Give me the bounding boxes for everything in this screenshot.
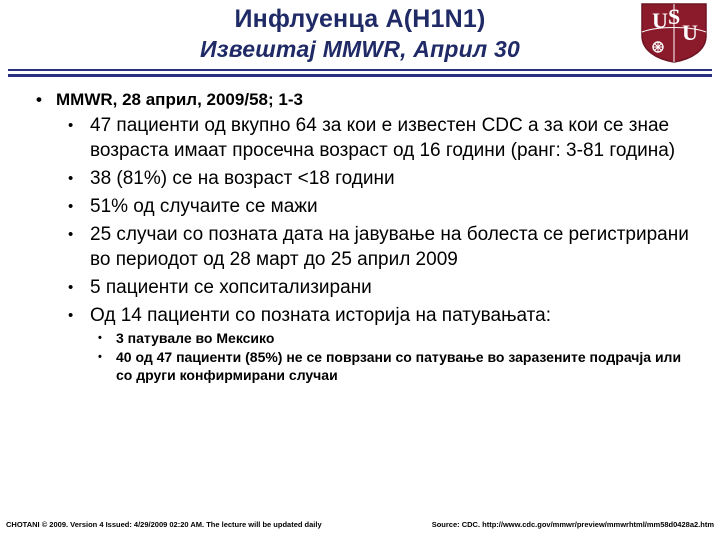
bullet-list-level3 <box>90 329 690 384</box>
list-item <box>60 222 690 272</box>
slide-header <box>0 0 720 76</box>
bullet-icon: • <box>36 90 42 109</box>
list-item-text: Од 14 пациенти со позната историја на патувањата: <box>90 305 552 326</box>
list-item-text: 38 (81%) се на возраст <18 години <box>90 168 395 189</box>
bullet-icon: • <box>68 198 74 215</box>
page-title <box>0 4 720 64</box>
list-item <box>60 275 690 300</box>
list-item-text: 51% од случаите се мажи <box>90 196 318 217</box>
list-item-text: 5 пациенти се хопситализирани <box>90 277 372 298</box>
slide-body <box>30 88 690 387</box>
list-item <box>90 329 690 347</box>
bullet-icon: • <box>68 307 74 324</box>
list-item-text: 40 од 47 пациенти (85%) не се поврзани со патување во заразените подрачја или со други конфирмирани случаи <box>116 349 682 383</box>
bullet-icon: • <box>68 170 74 187</box>
bullet-icon: • <box>68 279 74 296</box>
list-item <box>30 88 690 384</box>
header-divider-bottom <box>8 74 712 77</box>
bullet-list-level2 <box>60 113 690 384</box>
list-item-text: 3 патувале во Мексико <box>116 330 275 346</box>
bullet-icon: • <box>68 226 74 243</box>
usu-logo-icon <box>638 2 710 64</box>
list-item-text: MMWR, 28 април, 2009/58; 1-3 <box>56 90 303 109</box>
svg-text:U: U <box>652 8 668 33</box>
list-item <box>60 166 690 191</box>
footer-copyright: CHOTANI © 2009. Version 4 Issued: 4/29/2009 02:20 AM. The lecture will be updated daily <box>6 520 322 529</box>
list-item-text: 47 пациенти од вкупно 64 за кои е известен CDC а за кои се знае возраста имаат просечна возраст од 16 години (ранг: 3-81 година) <box>90 115 676 161</box>
bullet-list-level1 <box>30 88 690 384</box>
footer-source: Source: CDC. http://www.cdc.gov/mmwr/preview/mmwrhtml/mm58d0428a2.htm <box>431 520 714 529</box>
list-item <box>60 194 690 219</box>
sublist-wrapper <box>56 113 690 384</box>
slide-footer <box>0 520 720 534</box>
bullet-icon: • <box>68 117 74 134</box>
list-item <box>60 303 690 384</box>
list-item <box>90 348 690 384</box>
list-item-text: 25 случаи со позната дата на јавување на болеста се регистрирани во периодот од 28 март до 25 април 2009 <box>90 224 689 270</box>
header-divider-top <box>8 69 712 71</box>
bullet-icon: • <box>98 332 102 344</box>
bullet-icon: • <box>98 351 102 363</box>
svg-text:U: U <box>682 20 698 45</box>
title-line-2: Извештај MMWR, Април 30 <box>200 36 520 62</box>
title-line-1: Инфлуенца A(H1N1) <box>234 5 486 33</box>
list-item <box>60 113 690 163</box>
svg-text:S: S <box>668 4 681 29</box>
